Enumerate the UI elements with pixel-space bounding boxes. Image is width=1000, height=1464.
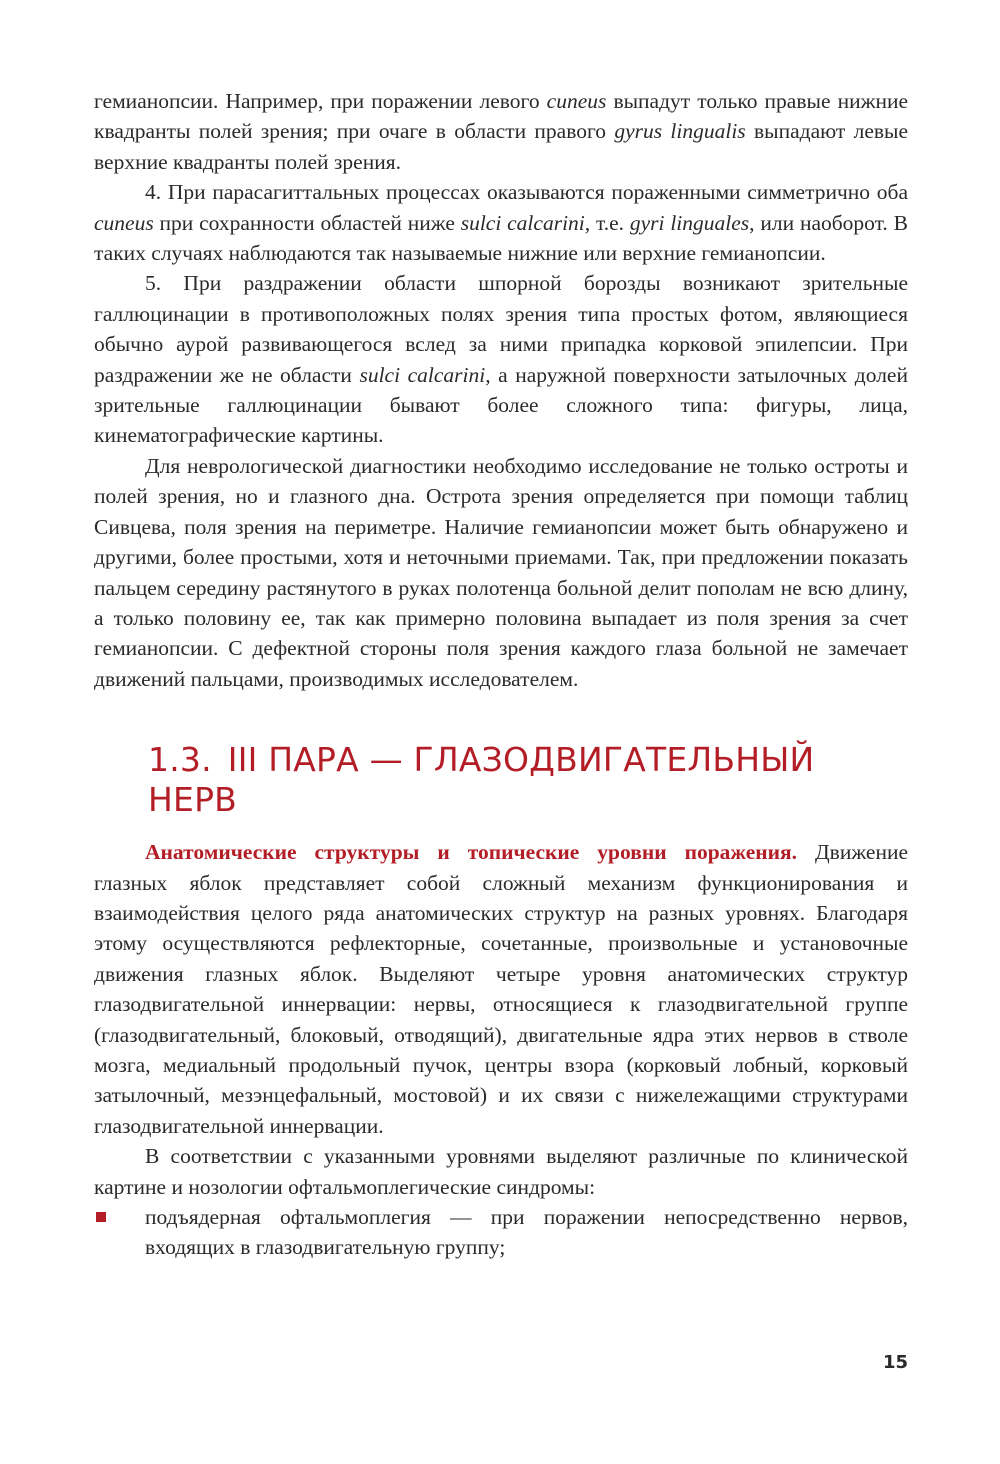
page-content xyxy=(94,86,908,1263)
list-item-text: подъядерная офтальмоплегия — при поражении непосредственно нервов, входящих в глазодвигательную группу; xyxy=(145,1205,908,1260)
lead-text: Движение глазных яблок представляет собой сложный механизм функционирования и взаимодействия целого ряда анатомических структур на разных уровнях. Благодаря этому осуществляются рефлекторные, сочетанные, произвольные и установочные движения глазных яблок. Выделяют четыре уровня анатомических структур глазодвигательной иннервации: нервы, относящиеся к глазодвигательной группе (глазодвигательный, блоковый, отводящий), двигательные ядра этих нервов в стволе мозга, медиальный продольный пучок, центры взора (корковый лобный, корковый затылочный, мезэнцефальный, мостовой) и их связи с нижележащими структурами глазодвигательной иннервации. xyxy=(94,840,908,1138)
latin-term: gyri linguales xyxy=(629,210,750,235)
text-run: выпадают левые верхние квадранты полей зрения. xyxy=(94,119,909,174)
body-paragraph xyxy=(94,86,908,177)
body-paragraph xyxy=(94,451,908,694)
levels-intro: В соответствии с указанными уровнями выделяют различные по клинической картине и нозологии офтальмоплегические синдромы: xyxy=(94,1144,908,1199)
text-run: , а наружной поверхности затылочных долей зрительные галлюцинации бывают более сложного типа: фигуры, лица, кинематографические картины. xyxy=(94,362,908,448)
latin-term: cuneus xyxy=(94,210,154,235)
text-run: Для неврологической диагностики необходимо исследование не только остроты и полей зрения, но и глазного дна. Острота зрения определяется при помощи таблиц Сивцева, поля зрения на периметре. Наличие гемианопсии может быть обнаружено и другими, более простыми, хотя и неточными приемами. Так, при предложении показать пальцем середину растянутого в руках полотенца больной делит пополам не всю длину, а только половину ее, так как примерно половина выпадает из поля зрения за счет гемианопсии. С дефектной стороны поля зрения каждого глаза больной не замечает движений пальцами, производимых исследователем. xyxy=(94,453,908,691)
syndrome-list xyxy=(94,1202,908,1263)
lead-title: Анатомические структуры и топические уровни поражения. xyxy=(145,840,798,865)
body-paragraph xyxy=(94,177,908,268)
text-run: при сохранности областей ниже xyxy=(153,210,461,235)
latin-term: sulci calcarini xyxy=(460,210,585,235)
square-bullet-icon xyxy=(96,1212,106,1222)
page-number: 15 xyxy=(882,1352,908,1373)
section-heading xyxy=(148,740,908,820)
text-run: гемианопсии. Например, при поражении левого xyxy=(94,89,547,113)
section-number: 1.3. xyxy=(148,740,212,780)
text-run: , т.е. xyxy=(584,210,630,235)
section-title: III ПАРА — ГЛАЗОДВИГАТЕЛЬНЫЙ НЕРВ xyxy=(148,740,815,820)
text-run: 5. При раздражении области шпорной борозды возникают зрительные галлюцинации в противоположных полях зрения типа простых фотом, являющиеся обычно аурой развивающегося вслед за ними припадка корковой эпилепсии. При раздражении же не области xyxy=(94,271,908,387)
latin-term: cuneus xyxy=(546,89,607,113)
list-item xyxy=(94,1202,908,1263)
latin-term: sulci calcarini xyxy=(359,362,486,387)
text-run: , или наоборот. В таких случаях наблюдаются так называемые нижние или верхние гемианопсии. xyxy=(94,210,908,266)
anatomy-paragraph xyxy=(94,837,908,1141)
text-run: 4. При парасагиттальных процессах оказываются пораженными симметрично оба xyxy=(145,180,908,205)
latin-term: gyrus lingualis xyxy=(614,119,746,144)
text-run: выпадут только правые нижние квадранты полей зрения; при очаге в области правого xyxy=(94,89,908,144)
paragraphs xyxy=(94,86,908,694)
body-paragraph xyxy=(94,268,908,450)
